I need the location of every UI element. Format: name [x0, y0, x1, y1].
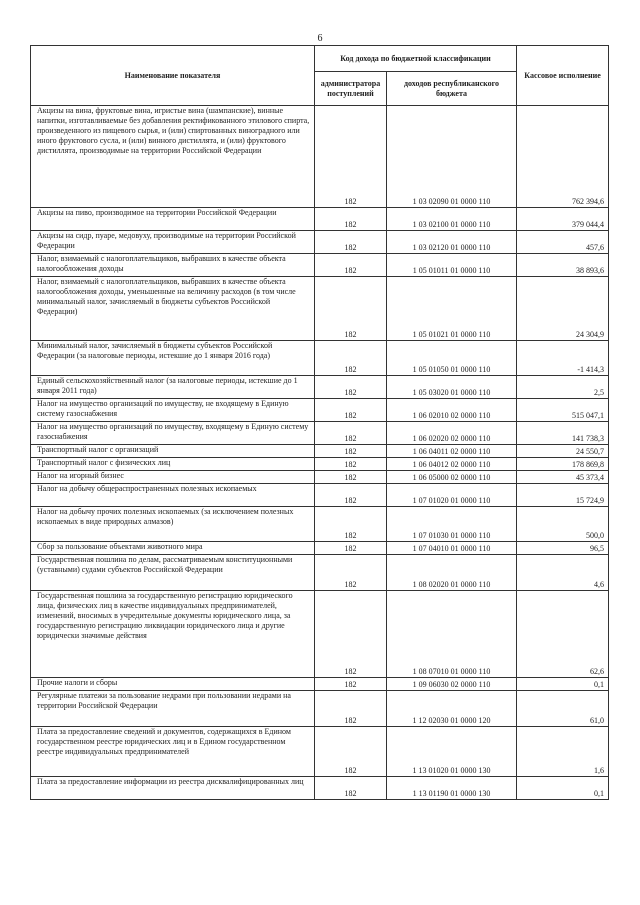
- row-code: 1 07 01030 01 0000 110: [387, 507, 517, 542]
- row-name: Плата за предоставление информации из реестра дисквалифицированных лиц: [31, 777, 315, 800]
- row-admin: 182: [315, 277, 387, 341]
- row-name: Налог на имущество организаций по имуществу, входящему в Единую систему газоснабжения: [31, 422, 315, 445]
- row-code: 1 07 04010 01 0000 110: [387, 542, 517, 555]
- row-code: 1 05 03020 01 0000 110: [387, 376, 517, 399]
- row-code: 1 13 01020 01 0000 130: [387, 727, 517, 777]
- row-name: Государственная пошлина по делам, рассматриваемым конституционными (уставными) судами субъектов Российской Федерации: [31, 555, 315, 591]
- table-row: [31, 458, 609, 471]
- row-amount: 62,6: [517, 591, 609, 678]
- row-amount: 24 304,9: [517, 277, 609, 341]
- table-row: [31, 399, 609, 422]
- row-admin: 182: [315, 507, 387, 542]
- table-row: [31, 555, 609, 591]
- row-amount: 24 550,7: [517, 445, 609, 458]
- row-amount: 45 373,4: [517, 471, 609, 484]
- row-amount: 178 869,8: [517, 458, 609, 471]
- row-amount: 141 738,3: [517, 422, 609, 445]
- row-name: Сбор за пользование объектами животного мира: [31, 542, 315, 555]
- row-admin: 182: [315, 208, 387, 231]
- row-code: 1 06 02010 02 0000 110: [387, 399, 517, 422]
- row-amount: 15 724,9: [517, 484, 609, 507]
- table-row: [31, 254, 609, 277]
- row-amount: 4,6: [517, 555, 609, 591]
- row-code: 1 06 04011 02 0000 110: [387, 445, 517, 458]
- row-admin: 182: [315, 458, 387, 471]
- table-row: [31, 484, 609, 507]
- row-amount: 457,6: [517, 231, 609, 254]
- row-amount: 500,0: [517, 507, 609, 542]
- row-code: 1 03 02090 01 0000 110: [387, 106, 517, 208]
- row-name: Прочие налоги и сборы: [31, 678, 315, 691]
- row-amount: 762 394,6: [517, 106, 609, 208]
- row-admin: 182: [315, 591, 387, 678]
- row-code: 1 03 02100 01 0000 110: [387, 208, 517, 231]
- table-row: [31, 678, 609, 691]
- row-amount: 0,1: [517, 777, 609, 800]
- row-name: Плата за предоставление сведений и документов, содержащихся в Едином государственном реестре юридических лиц и в Едином государственном реестре индивидуальных предпринимателей: [31, 727, 315, 777]
- table-row: [31, 277, 609, 341]
- row-amount: 2,5: [517, 376, 609, 399]
- row-admin: 182: [315, 231, 387, 254]
- row-admin: 182: [315, 727, 387, 777]
- row-name: Транспортный налог с организаций: [31, 445, 315, 458]
- row-name: Минимальный налог, зачисляемый в бюджеты субъектов Российской Федерации (за налоговые периоды, истекшие до 1 января 2016 года): [31, 341, 315, 376]
- row-admin: 182: [315, 542, 387, 555]
- row-admin: 182: [315, 106, 387, 208]
- row-code: 1 07 01020 01 0000 110: [387, 484, 517, 507]
- table-row: [31, 445, 609, 458]
- row-code: 1 13 01190 01 0000 130: [387, 777, 517, 800]
- table-row: [31, 727, 609, 777]
- row-admin: 182: [315, 678, 387, 691]
- row-code: 1 05 01050 01 0000 110: [387, 341, 517, 376]
- row-amount: 1,6: [517, 727, 609, 777]
- row-name: Акцизы на вина, фруктовые вина, игристые вина (шампанские), винные напитки, изготавливаемые без добавления ректификованного этилового спирта, произведенного из пищевого сырья, и (или) спиртованных виноградного или иного фруктового сусла, и (или) винного дистиллята, и (или) фруктового дистиллята, производимые на территории Российской Федерации: [31, 106, 315, 208]
- header-code-group: Код дохода по бюджетной классификации: [315, 46, 517, 72]
- revenue-table: [30, 45, 609, 800]
- row-admin: 182: [315, 422, 387, 445]
- header-name: Наименование показателя: [31, 46, 315, 106]
- row-admin: 182: [315, 555, 387, 591]
- table-row: [31, 422, 609, 445]
- row-admin: 182: [315, 399, 387, 422]
- row-code: 1 06 02020 02 0000 110: [387, 422, 517, 445]
- table-row: [31, 507, 609, 542]
- row-amount: 515 047,1: [517, 399, 609, 422]
- row-code: 1 08 02020 01 0000 110: [387, 555, 517, 591]
- row-admin: 182: [315, 445, 387, 458]
- table-row: [31, 106, 609, 208]
- page-number: 6: [317, 33, 323, 44]
- row-name: Регулярные платежи за пользование недрами при пользовании недрами на территории Российской Федерации: [31, 691, 315, 727]
- table-row: [31, 777, 609, 800]
- row-admin: 182: [315, 471, 387, 484]
- header-revenue-code: доходов республиканского бюджета: [387, 72, 517, 106]
- row-name: Налог на добычу прочих полезных ископаемых (за исключением полезных ископаемых в виде природных алмазов): [31, 507, 315, 542]
- row-name: Акцизы на пиво, производимое на территории Российской Федерации: [31, 208, 315, 231]
- row-amount: 379 044,4: [517, 208, 609, 231]
- row-amount: -1 414,3: [517, 341, 609, 376]
- row-name: Налог на игорный бизнес: [31, 471, 315, 484]
- row-admin: 182: [315, 484, 387, 507]
- table-row: [31, 542, 609, 555]
- row-admin: 182: [315, 691, 387, 727]
- row-code: 1 05 01021 01 0000 110: [387, 277, 517, 341]
- row-name: Акцизы на сидр, пуаре, медовуху, производимые на территории Российской Федерации: [31, 231, 315, 254]
- row-code: 1 08 07010 01 0000 110: [387, 591, 517, 678]
- row-name: Налог на добычу общераспространенных полезных ископаемых: [31, 484, 315, 507]
- row-code: 1 12 02030 01 0000 120: [387, 691, 517, 727]
- row-code: 1 06 05000 02 0000 110: [387, 471, 517, 484]
- row-admin: 182: [315, 341, 387, 376]
- row-amount: 0,1: [517, 678, 609, 691]
- row-name: Налог, взимаемый с налогоплательщиков, выбравших в качестве объекта налогообложения доходы: [31, 254, 315, 277]
- row-name: Налог на имущество организаций по имуществу, не входящему в Единую систему газоснабжения: [31, 399, 315, 422]
- table-row: [31, 376, 609, 399]
- table-row: [31, 691, 609, 727]
- table-row: [31, 471, 609, 484]
- row-amount: 38 893,6: [517, 254, 609, 277]
- header-admin: администратора поступлений: [315, 72, 387, 106]
- table-row: [31, 231, 609, 254]
- row-amount: 96,5: [517, 542, 609, 555]
- header-execution: Кассовое исполнение: [517, 46, 609, 106]
- row-admin: 182: [315, 376, 387, 399]
- row-code: 1 09 06030 02 0000 110: [387, 678, 517, 691]
- row-amount: 61,0: [517, 691, 609, 727]
- row-code: 1 05 01011 01 0000 110: [387, 254, 517, 277]
- row-admin: 182: [315, 777, 387, 800]
- row-name: Единый сельскохозяйственный налог (за налоговые периоды, истекшие до 1 января 2011 года): [31, 376, 315, 399]
- row-code: 1 06 04012 02 0000 110: [387, 458, 517, 471]
- row-admin: 182: [315, 254, 387, 277]
- row-name: Государственная пошлина за государственную регистрацию юридического лица, физических лиц в качестве индивидуальных предпринимателей, изменений, вносимых в учредительные документы юридического лица, за государственную регистрацию ликвидации юридического лица и другие юридически значимые действия: [31, 591, 315, 678]
- table-row: [31, 341, 609, 376]
- row-code: 1 03 02120 01 0000 110: [387, 231, 517, 254]
- row-name: Транспортный налог с физических лиц: [31, 458, 315, 471]
- table-row: [31, 208, 609, 231]
- row-name: Налог, взимаемый с налогоплательщиков, выбравших в качестве объекта налогообложения доходы, уменьшенные на величину расходов (в том числе минимальный налог, зачисляемый в бюджеты субъектов Российской Федерации): [31, 277, 315, 341]
- table-row: [31, 591, 609, 678]
